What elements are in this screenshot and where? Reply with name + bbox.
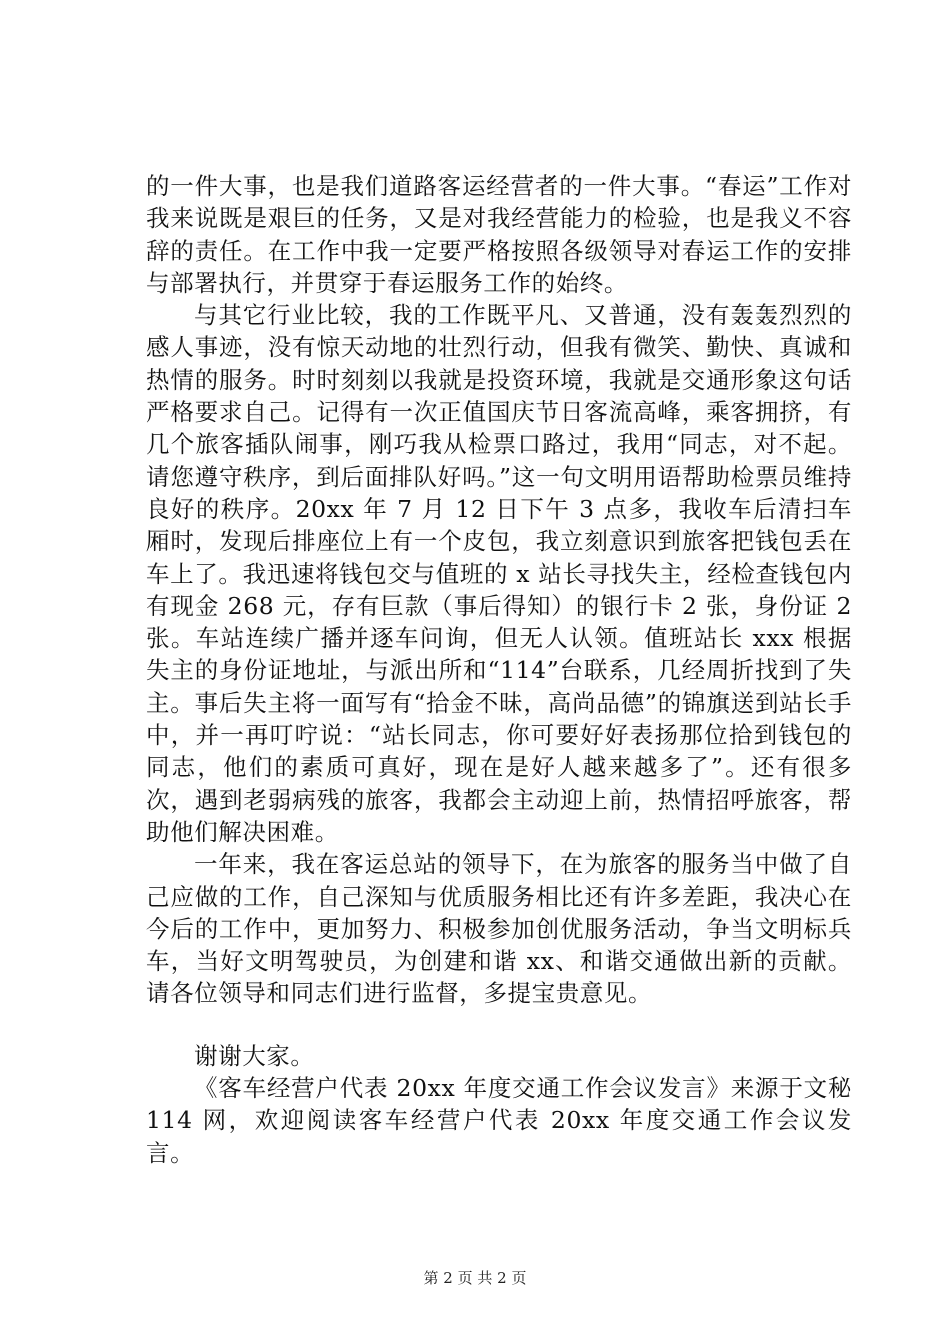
paragraph-thanks: 谢谢大家。 bbox=[194, 1041, 315, 1070]
paragraph-continuation: 的一件大事，也是我们道路客运经营者的一件大事。“春运”工作对我来说既是艰巨的任务，又是对我经营能力的检验，也是我义不容辞的责任。在工作中我一定要严格按照各级领导对春运工作的安排与部署执行，并贯穿于春运服务工作的始终。 bbox=[146, 172, 852, 297]
document-body bbox=[146, 170, 852, 1169]
paragraph-spacer bbox=[146, 1010, 852, 1040]
paragraph-source-note: 《客车经营户代表 20xx 年度交通工作会议发言》来源于文秘 114 网，欢迎阅读客车经营户代表 20xx 年度交通工作会议发言。 bbox=[146, 1074, 852, 1167]
paragraph-closing-resolution: 一年来，我在客运总站的领导下，在为旅客的服务当中做了自己应做的工作，自己深知与优质服务相比还有许多差距，我决心在今后的工作中，更加努力、积极参加创优服务活动，争当文明标兵车，当好文明驾驶员，为创建和谐 xx、和谐交通做出新的贡献。请各位领导和同志们进行监督，多提宝贵意见。 bbox=[146, 850, 852, 1008]
page-number-footer: 第 2 页 共 2 页 bbox=[423, 1269, 527, 1287]
paragraph-service-story: 与其它行业比较，我的工作既平凡、又普通，没有轰轰烈烈的感人事迹，没有惊天动地的壮烈行动，但我有微笑、勤快、真诚和热情的服务。时时刻刻以我就是投资环境，我就是交通形象这句话严格要求自己。记得有一次正值国庆节日客流高峰，乘客拥挤，有几个旅客插队闹事，刚巧我从检票口路过，我用“同志，对不起。请您遵守秩序，到后面排队好吗。”这一句文明用语帮助检票员维持良好的秩序。20xx 年 7 月 12 日下午 3 点多，我收车后清扫车厢时，发现后排座位上有一个皮包，我立刻意识到旅客把钱包丢在车上了。我迅速将钱包交与值班的 x 站长寻找失主，经检查钱包内有现金 268 元，存有巨款（事后得知）的银行卡 2 张，身份证 2 张。车站连续广播并逐车问询，但无人认领。值班站长 xxx 根据失主的身份证地址，与派出所和“114”台联系，几经周折找到了失主。事后失主将一面写有“拾金不昧，高尚品德”的锦旗送到站长手中，并一再叮咛说：“站长同志，你可要好好表扬那位拾到钱包的同志，他们的素质可真好，现在是好人越来越多了”。还有很多次，遇到老弱病残的旅客，我都会主动迎上前，热情招呼旅客，帮助他们解决困难。 bbox=[146, 301, 852, 846]
